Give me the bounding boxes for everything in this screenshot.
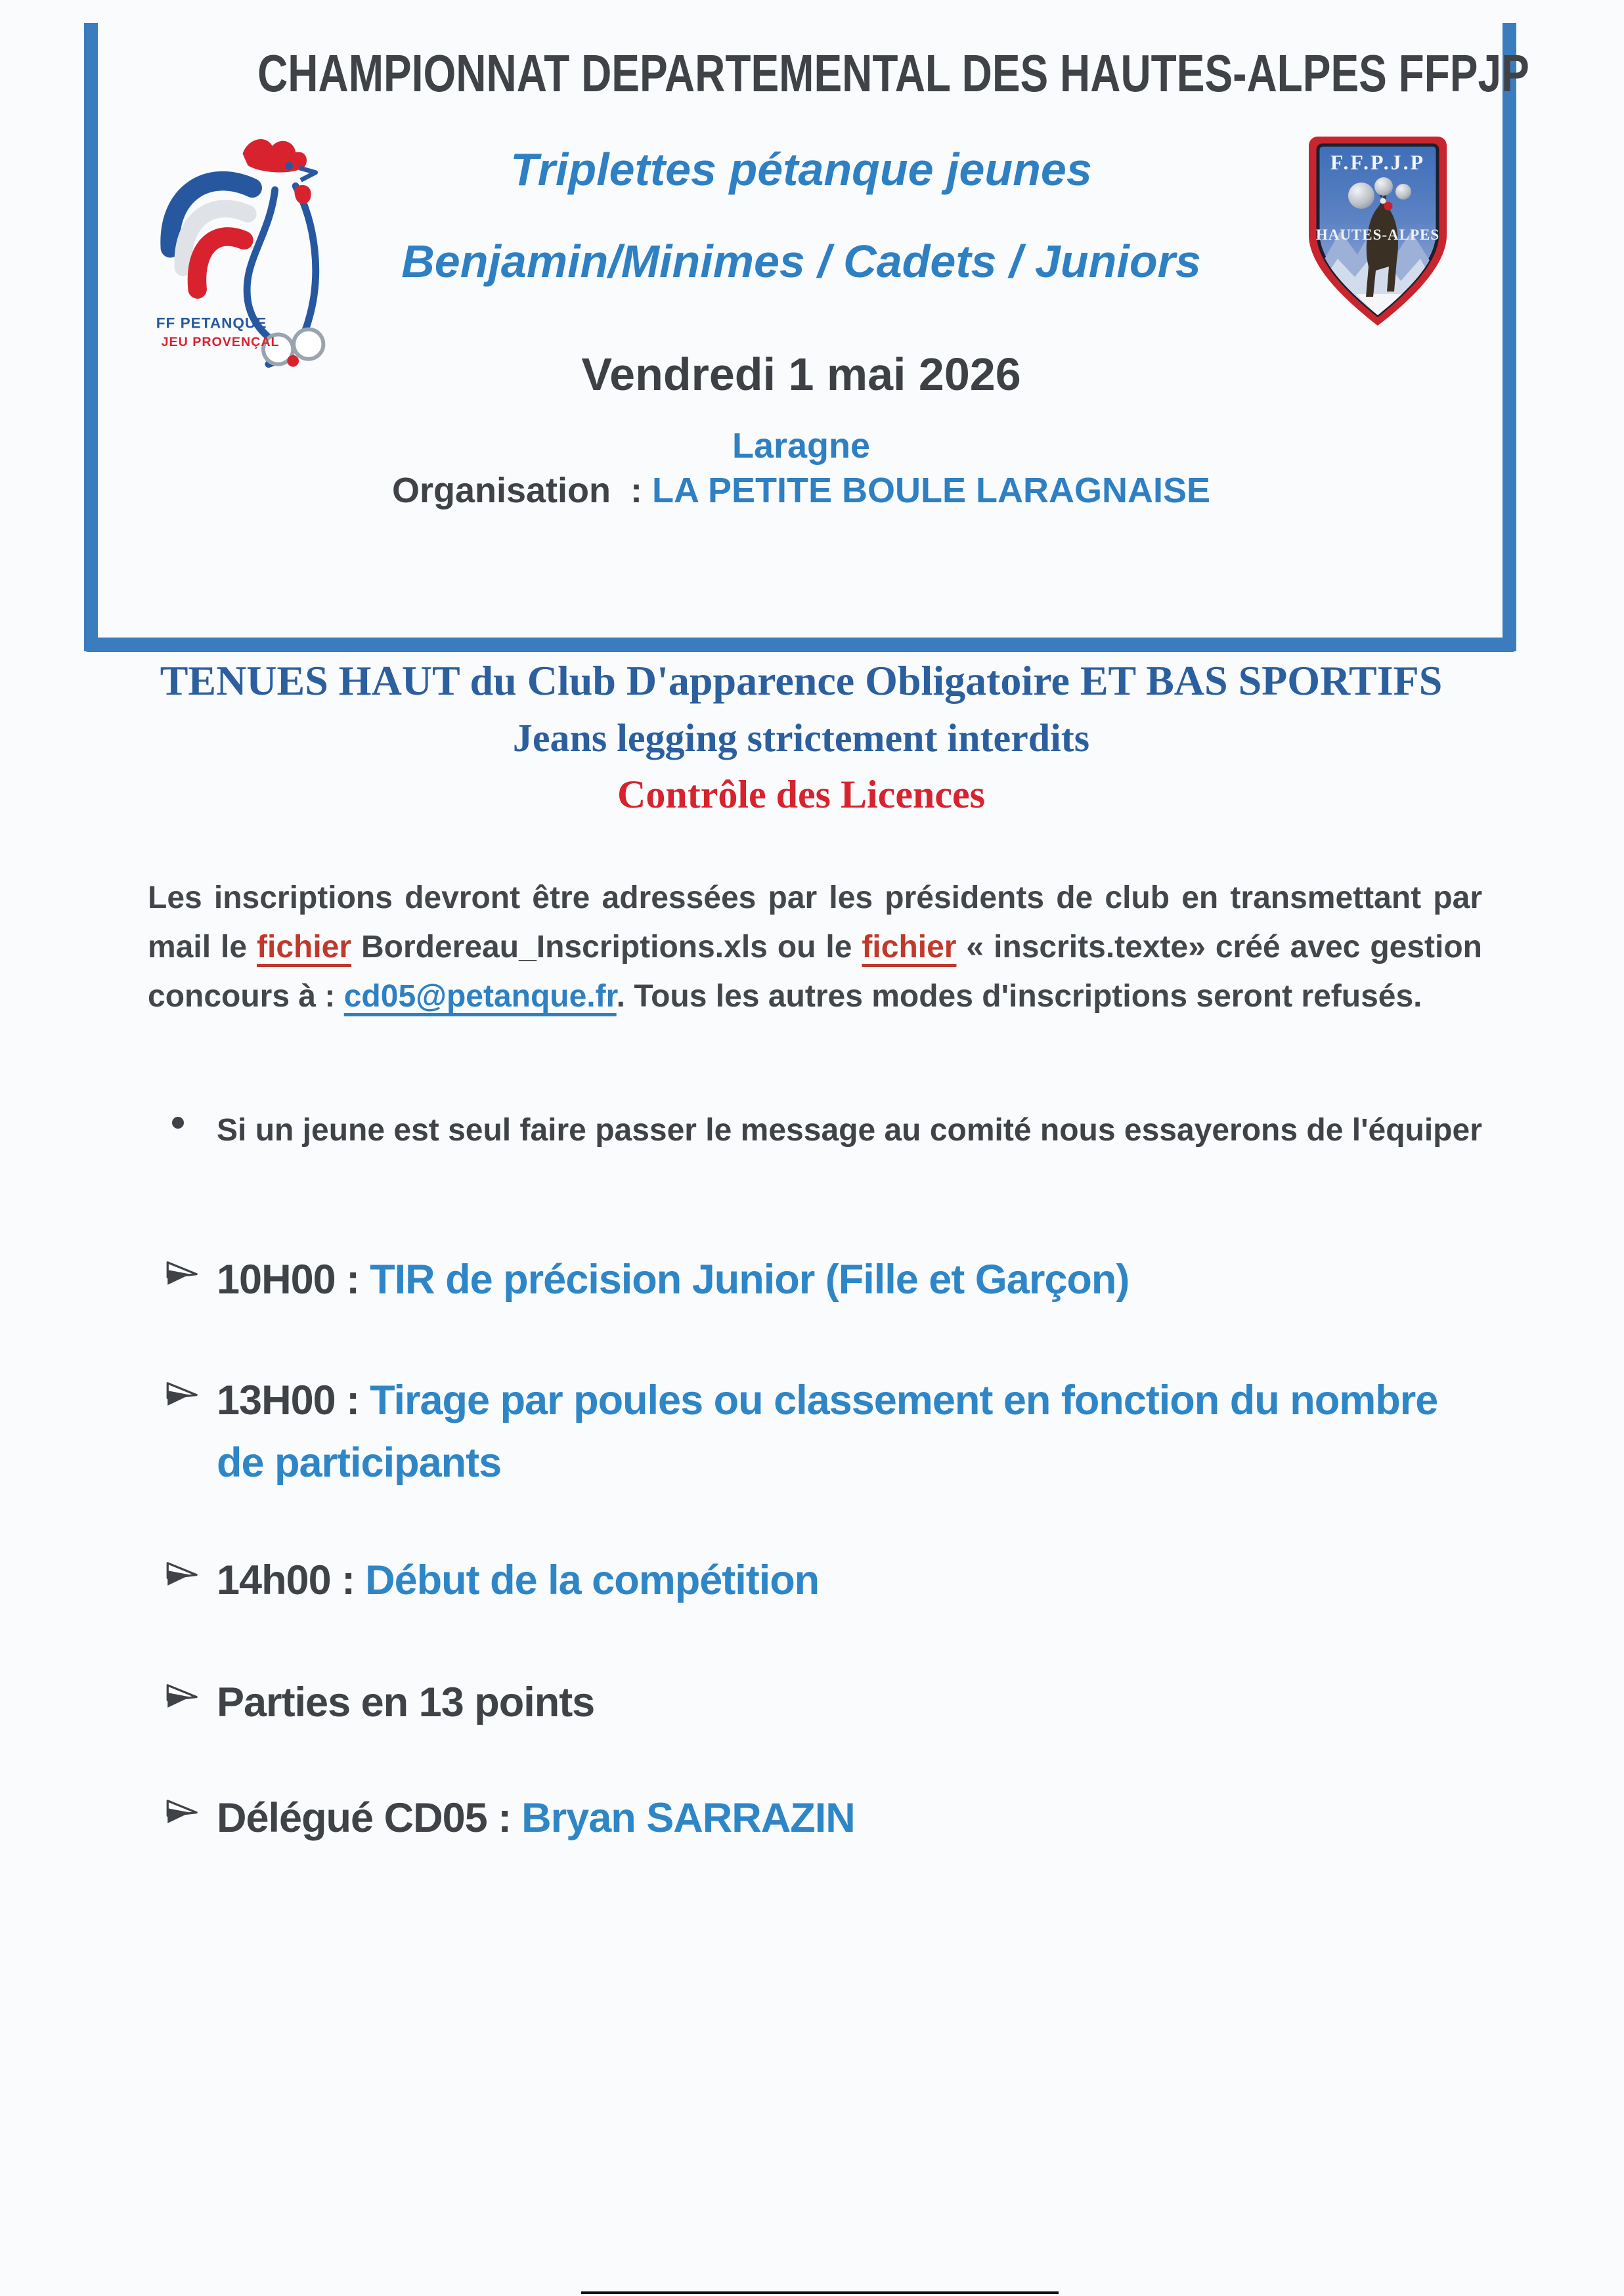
schedule-item-points (165, 1672, 1558, 1734)
schedule-item-competition-start (165, 1549, 1558, 1612)
paragraph-part2: Bordereau_Inscriptions.xls ou le (351, 930, 862, 964)
rule-jeans: Jeans legging strictement interdits (512, 716, 1090, 760)
delegate-label: Délégué CD05 : (217, 1795, 512, 1841)
schedule-time: 10H00 : (217, 1257, 360, 1303)
arrowhead-bullet-icon (165, 1379, 200, 1412)
event-date: Vendredi 1 mai 2026 (581, 349, 1021, 400)
subtitle-event-type: Triplettes pétanque jeunes (510, 144, 1092, 195)
registration-paragraph (148, 873, 1482, 1021)
arrowhead-bullet-icon (165, 1258, 200, 1291)
schedule-item-precision-shooting (165, 1249, 1558, 1311)
subtitle-categories: Benjamin/Minimes / Cadets / Juniors (401, 236, 1201, 287)
header-box-right-border (1503, 23, 1516, 651)
schedule-activity: Début de la compétition (365, 1557, 820, 1603)
header-box-bottom-border (84, 638, 1516, 652)
organisation-line (99, 470, 1504, 511)
bullet-note-text: Si un jeune est seul faire passer le message au comité nous essayerons de l'équiper (217, 1113, 1482, 1148)
schedule-item-draw (165, 1370, 1558, 1494)
rule-licence-check: Contrôle des Licences (617, 773, 985, 816)
arrowhead-bullet-icon (165, 1681, 200, 1714)
email-link[interactable]: cd05@petanque.fr (343, 979, 617, 1014)
arrowhead-bullet-icon (165, 1796, 200, 1830)
page-title-text: CHAMPIONNAT DEPARTEMENTAL DES HAUTES-ALPES FFPJP (257, 44, 1529, 102)
rooster-logo-line2: JEU PROVENÇAL (161, 335, 280, 350)
badge-region-label: HAUTES-ALPES (1315, 227, 1440, 243)
paragraph-part4: . Tous les autres modes d'inscriptions seront refusés. (616, 979, 1422, 1014)
bullet-note (172, 1112, 1482, 1148)
organisation-club: LA PETITE BOULE LARAGNAISE (652, 471, 1211, 510)
paragraph-part1: Les inscriptions devront être adressées par les présidents de club en transmettant par mail le (148, 880, 1482, 964)
fichier-emphasis-2: fichier (862, 930, 957, 964)
schedule-item-delegate (165, 1787, 1558, 1850)
schedule-time: 13H00 : (217, 1377, 360, 1423)
organisation-label: Organisation : (391, 471, 652, 510)
schedule-activity: Tirage par poules ou classement en fonction du nombre (370, 1377, 1438, 1423)
scan-artifact-line (581, 2291, 1059, 2294)
rooster-logo-line1: FF PETANQUE (156, 314, 267, 332)
fichier-emphasis-1: fichier (257, 930, 352, 964)
paragraph-part3: « inscrits.texte» créé avec gestion concours à : (148, 930, 1483, 1014)
arrowhead-bullet-icon (165, 1559, 200, 1592)
page-title (99, 43, 1529, 104)
schedule-activity-line2: de participants (217, 1440, 502, 1486)
schedule-activity: TIR de précision Junior (Fille et Garçon) (370, 1257, 1130, 1303)
bullet-icon (172, 1117, 184, 1129)
header-box-left-border (84, 23, 98, 651)
event-location: Laragne (732, 426, 871, 466)
schedule-time: 14h00 : (217, 1557, 355, 1603)
schedule-rule: Parties en 13 points (217, 1679, 595, 1725)
delegate-name: Bryan SARRAZIN (521, 1795, 855, 1841)
rule-dress-code: TENUES HAUT du Club D'apparence Obligatoire ET BAS SPORTIFS (160, 657, 1443, 704)
badge-federation-label: F.F.P.J.P (1330, 150, 1426, 174)
